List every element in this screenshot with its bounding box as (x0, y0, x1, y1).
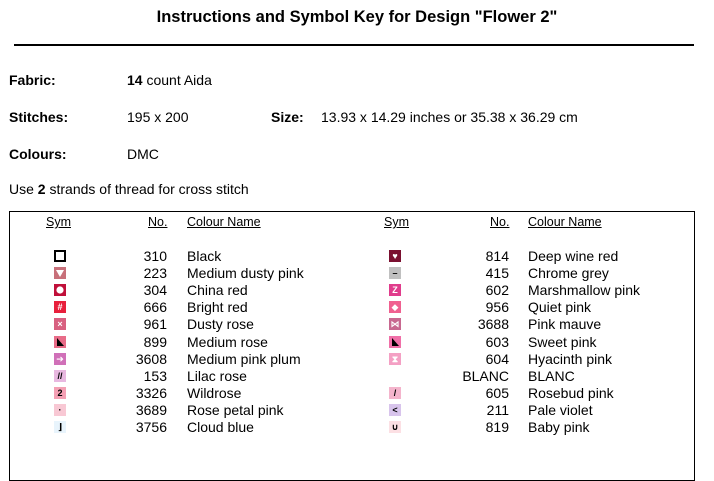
colour-name: China red (187, 282, 248, 299)
heart-icon: ♥ (389, 250, 401, 262)
strands-note (9, 181, 249, 197)
table-row (0, 248, 714, 265)
stitches-value: 195 x 200 (127, 109, 189, 125)
header-no-left: No. (148, 215, 168, 229)
colour-name: Sweet pink (528, 333, 597, 350)
header-sym-left: Sym (46, 215, 71, 229)
cup-icon: ∪ (389, 421, 401, 433)
colour-name: Black (187, 248, 222, 264)
dmc-number: 602 (485, 282, 509, 299)
dmc-number: 605 (485, 384, 509, 401)
dmc-number: 153 (143, 367, 167, 384)
dmc-number: 814 (485, 248, 509, 264)
colour-name: Quiet pink (528, 299, 592, 316)
dmc-number: 3326 (135, 384, 167, 401)
dmc-number: 3608 (135, 350, 167, 367)
note-post: strands of thread for cross stitch (49, 181, 249, 197)
dmc-number: 956 (485, 299, 509, 316)
page-title: Instructions and Symbol Key for Design "Flower 2" (156, 8, 558, 26)
table-row (0, 282, 714, 299)
dmc-number: 604 (485, 350, 509, 367)
table-row (0, 351, 714, 368)
colours-label: Colours: (9, 146, 67, 162)
colour-name: BLANC (528, 367, 575, 384)
colour-name: Bright red (187, 299, 248, 316)
dmc-number: 603 (485, 333, 509, 350)
colour-name: Cloud blue (187, 419, 254, 435)
dmc-number: 819 (485, 419, 509, 435)
title-divider (14, 44, 694, 46)
size-label: Size: (271, 109, 304, 125)
fabric-label: Fabric: (9, 72, 56, 88)
table-row (0, 385, 714, 402)
table-row (0, 419, 714, 436)
corner-icon: ⌋ (54, 421, 66, 433)
stitches-label: Stitches: (9, 109, 69, 125)
dmc-number: 899 (143, 333, 167, 350)
double-slash-icon: // (54, 370, 66, 382)
table-row (0, 368, 714, 385)
colour-name: Hyacinth pink (528, 350, 613, 367)
colour-name: Rosebud pink (528, 384, 614, 401)
dmc-number: 666 (143, 299, 167, 316)
colour-name: Medium pink plum (187, 350, 301, 367)
header-name-right: Colour Name (528, 215, 602, 229)
dmc-number: 961 (143, 316, 167, 333)
table-row (0, 316, 714, 333)
colour-name: Lilac rose (187, 367, 247, 384)
colour-name: Chrome grey (528, 265, 609, 282)
z-icon: Z (389, 284, 401, 296)
table-row (0, 299, 714, 316)
diamond-icon: ◆ (389, 301, 401, 313)
colour-name: Rose petal pink (187, 401, 284, 418)
less-than-icon: < (389, 404, 401, 416)
dot-icon: · (54, 404, 66, 416)
table-row (0, 334, 714, 351)
cross-icon: × (54, 318, 66, 330)
right-arrow-icon: ➔ (54, 353, 66, 365)
colour-name: Deep wine red (528, 248, 619, 264)
header-sym-right: Sym (384, 215, 409, 229)
fabric-count: 14 (127, 72, 143, 88)
dmc-number: 3689 (135, 401, 167, 418)
fabric-value (127, 72, 212, 88)
colour-name: Wildrose (187, 384, 242, 401)
note-pre: Use (9, 181, 34, 197)
dmc-number: 304 (143, 282, 167, 299)
note-strands: 2 (37, 181, 46, 197)
bowtie-icon: ⋈ (390, 319, 400, 330)
dash-icon: – (389, 267, 401, 279)
hourglass-icon: ⧗ (389, 353, 401, 365)
colour-name: Medium dusty pink (187, 265, 304, 282)
hash-icon: # (54, 301, 66, 313)
colours-value: DMC (127, 146, 159, 162)
dmc-number: 3688 (477, 316, 509, 333)
colour-name: Marshmallow pink (528, 282, 641, 299)
colour-name: Medium rose (187, 333, 268, 350)
colour-name: Pink mauve (528, 316, 602, 333)
dmc-number: 3756 (135, 419, 167, 435)
slash-icon: / (389, 387, 401, 399)
colour-name: Baby pink (528, 419, 590, 435)
size-value: 13.93 x 14.29 inches or 35.38 x 36.29 cm (321, 109, 578, 125)
colour-name: Dusty rose (187, 316, 254, 333)
fabric-type: count Aida (146, 72, 212, 88)
table-row (0, 265, 714, 282)
dmc-number: 415 (485, 265, 509, 282)
dmc-number: 211 (486, 401, 509, 418)
dmc-number: BLANC (462, 367, 509, 384)
table-row (0, 402, 714, 419)
corner-triangle-icon (389, 336, 401, 348)
dmc-number: 223 (143, 265, 167, 282)
two-icon: 2 (54, 387, 66, 399)
header-name-left: Colour Name (187, 215, 261, 229)
header-no-right: No. (490, 215, 510, 229)
dmc-number: 310 (143, 248, 167, 264)
colour-name: Pale violet (528, 401, 593, 418)
